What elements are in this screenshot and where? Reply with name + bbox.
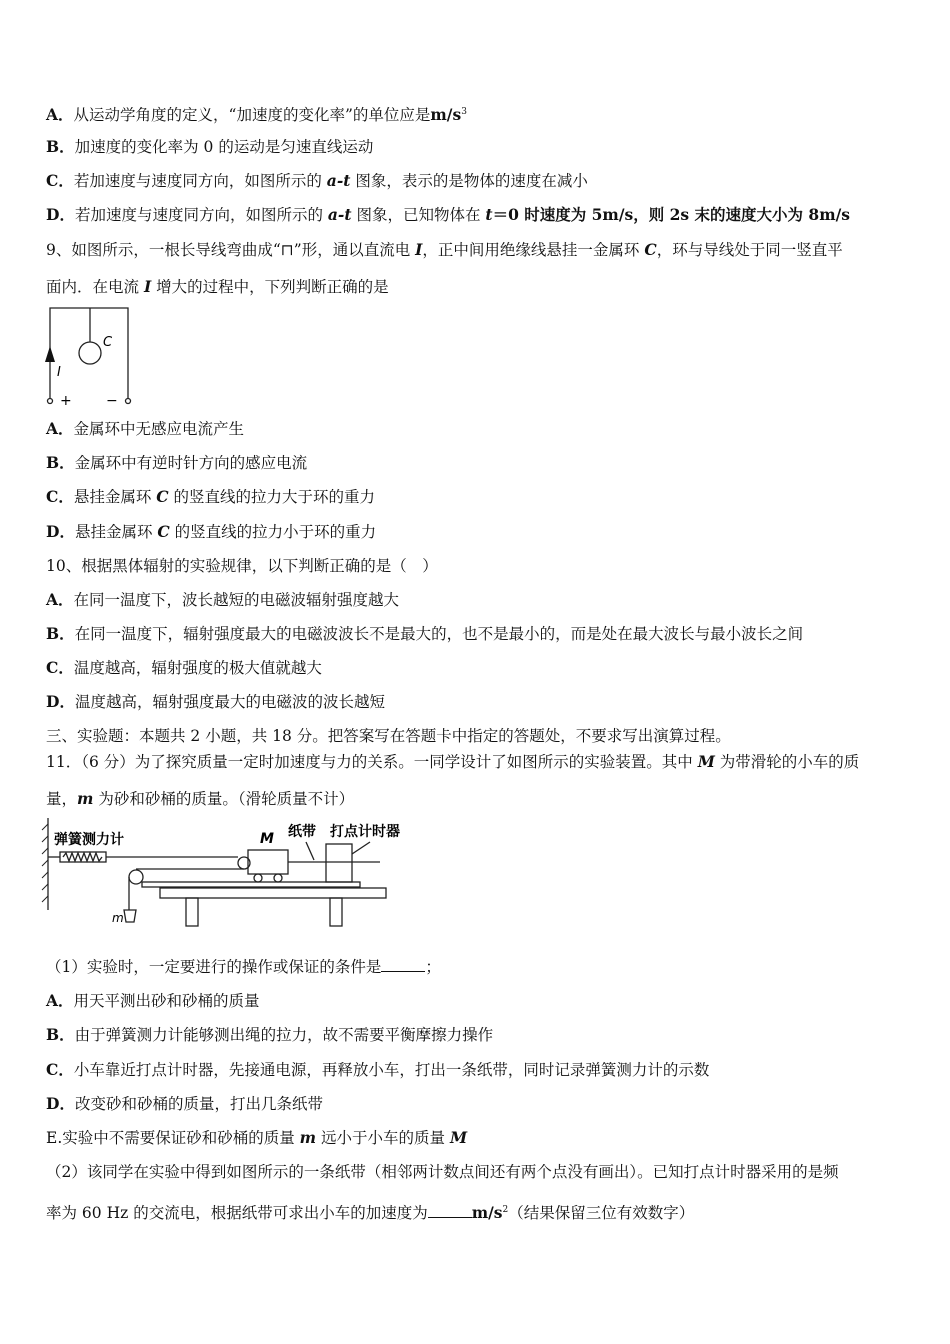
cart xyxy=(248,850,288,874)
bucket-label: m xyxy=(112,911,124,925)
q8-option-d: D．若加速度与速度同方向，如图所示的 a-t 图象，已知物体在 t＝0 时速度为 5m/s，则 2s 末的速度大小为 8m/s xyxy=(46,205,850,224)
q11-stem-line1: 11．（6 分）为了探究质量一定时加速度与力的关系。一同学设计了如图所示的实验装置。其中 M 为带滑轮的小车的质 xyxy=(46,752,860,771)
metal-ring xyxy=(79,342,101,364)
track xyxy=(142,882,360,887)
q9-wire-figure xyxy=(40,300,150,410)
table-pulley xyxy=(129,870,143,884)
terminal-right xyxy=(126,399,131,404)
q11-option-d: D．改变砂和砂桶的质量，打出几条纸带 xyxy=(46,1094,323,1113)
sand-bucket xyxy=(124,910,136,922)
cart-wheel-left xyxy=(254,874,262,882)
q10-stem: 10、根据黑体辐射的实验规律，以下判断正确的是（ ） xyxy=(46,557,438,575)
current-arrow xyxy=(45,346,55,362)
cart-wheel-right xyxy=(274,874,282,882)
current-label: I xyxy=(57,365,61,380)
plus-sign: + xyxy=(60,393,72,409)
timer-label: 打点计时器 xyxy=(330,824,400,840)
answer-blank-2[interactable] xyxy=(428,1203,472,1218)
q9-option-b: B．金属环中有逆时针方向的感应电流 xyxy=(46,453,308,472)
section-3-heading: 三、实验题：本题共 2 小题，共 18 分。把答案写在答题卡中指定的答题处，不要求写出演算过程。 xyxy=(46,727,731,745)
q11-option-c: C．小车靠近打点计时器，先接通电源，再释放小车，打出一条纸带，同时记录弹簧测力计的示数 xyxy=(46,1060,710,1079)
q11-option-a: A．用天平测出砂和砂桶的质量 xyxy=(46,991,260,1010)
q9-option-a: A．金属环中无感应电流产生 xyxy=(46,419,245,438)
q10-option-a: A．在同一温度下，波长越短的电磁波辐射强度越大 xyxy=(46,590,400,609)
q10-option-d: D．温度越高，辐射强度最大的电磁波的波长越短 xyxy=(46,692,385,711)
q11-stem-line2: 量，m 为砂和砂桶的质量。（滑轮质量不计） xyxy=(46,789,355,808)
q11-option-e: E.实验中不需要保证砂和砂桶的质量 m 远小于小车的质量 M xyxy=(46,1128,468,1147)
minus-sign: − xyxy=(106,393,118,409)
q8-option-b: B．加速度的变化率为 0 的运动是匀速直线运动 xyxy=(46,137,374,156)
q9-stem-line2: 面内．在电流 I 增大的过程中，下列判断正确的是 xyxy=(46,277,389,296)
ring-label: C xyxy=(103,335,113,350)
q11-part2-line1: （2）该同学在实验中得到如图所示的一条纸带（相邻两计数点间还有两个点没有画出）。已知打点计时器采用的是频 xyxy=(46,1163,839,1181)
q8-option-c: C．若加速度与速度同方向，如图所示的 a-t 图象，表示的是物体的速度在减小 xyxy=(46,171,588,190)
q11-apparatus-figure xyxy=(40,814,410,932)
wall-hatching xyxy=(42,824,48,902)
tape-leader xyxy=(306,842,314,860)
table-leg-left xyxy=(186,898,198,926)
wire-path xyxy=(50,308,128,398)
timer xyxy=(326,844,352,882)
q9-option-d: D．悬挂金属环 C 的竖直线的拉力小于环的重力 xyxy=(46,522,377,541)
spring-scale-label: 弹簧测力计 xyxy=(54,832,124,848)
table-leg-right xyxy=(330,898,342,926)
tape-label: 纸带 xyxy=(288,824,316,840)
spring-coil xyxy=(63,853,102,861)
q11-part1: （1）实验时，一定要进行的操作或保证的条件是 ； xyxy=(46,958,441,976)
q9-stem-line1: 9、如图所示，一根长导线弯曲成“⊓”形，通以直流电 I，正中间用绝缘线悬挂一金属环 C，环与导线处于同一竖直平 xyxy=(46,240,843,259)
timer-leader xyxy=(352,842,370,854)
q10-option-b: B．在同一温度下，辐射强度最大的电磁波波长不是最大的，也不是最小的，而是处在最大波长与最小波长之间 xyxy=(46,624,804,643)
q9-option-c: C．悬挂金属环 C 的竖直线的拉力大于环的重力 xyxy=(46,487,376,506)
cart-label: M xyxy=(260,831,274,847)
answer-blank-1[interactable] xyxy=(381,957,425,972)
q11-option-b: B．由于弹簧测力计能够测出绳的拉力，故不需要平衡摩擦力操作 xyxy=(46,1025,494,1044)
q8-option-a: A．从运动学角度的定义，“加速度的变化率”的单位应是$m/s^3$ xyxy=(46,105,467,125)
q10-option-c: C．温度越高，辐射强度的极大值就越大 xyxy=(46,658,322,677)
table-top xyxy=(160,888,386,898)
terminal-left xyxy=(48,399,53,404)
q11-part2-line2: 率为 60 Hz 的交流电，根据纸带可求出小车的加速度为 $m/s^2$（结果保留三位有效数字） xyxy=(46,1203,695,1223)
